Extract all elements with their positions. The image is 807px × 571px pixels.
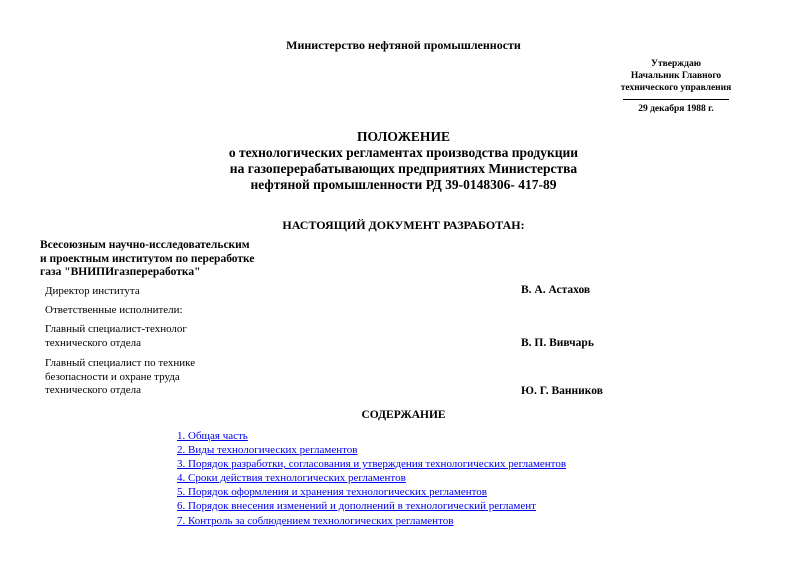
contents-heading: СОДЕРЖАНИЕ bbox=[361, 409, 446, 421]
table-of-contents bbox=[177, 429, 566, 528]
title-line: на газоперерабатывающих предприятиях Министерства bbox=[229, 161, 578, 176]
position-technologist bbox=[45, 323, 187, 350]
position-line: Главный специалист по технике bbox=[45, 357, 196, 369]
technologist-name: В. П. Вивчарь bbox=[521, 337, 594, 349]
approval-line: технического управления bbox=[620, 83, 732, 93]
position-line: безопасности и охране труда bbox=[45, 370, 180, 383]
document-title bbox=[0, 129, 807, 193]
toc-link[interactable]: 1. Общая часть bbox=[177, 430, 248, 442]
title-line: нефтяной промышленности РД 39-0148306- 417-89 bbox=[250, 177, 557, 192]
position-safety bbox=[45, 357, 195, 398]
approval-line: Начальник Главного bbox=[630, 71, 722, 81]
org-line: Всесоюзным научно-исследовательским bbox=[40, 239, 250, 251]
director-name: В. А. Астахов bbox=[521, 284, 591, 296]
signature-line bbox=[623, 99, 729, 100]
approval-date: 29 декабря 1988 г. bbox=[638, 104, 714, 114]
title-line: о технологических регламентах производства продукции bbox=[228, 145, 579, 160]
toc-link[interactable]: 3. Порядок разработки, согласования и утверждения технологических регламентов bbox=[177, 458, 567, 471]
approval-block bbox=[600, 58, 752, 115]
developer-organization bbox=[40, 239, 255, 280]
org-line: и проектным институтом по переработке bbox=[40, 252, 255, 265]
toc-link[interactable]: 6. Порядок внесения изменений и дополнений в технологический регламент bbox=[177, 500, 536, 513]
ministry-name: Министерство нефтяной промышленности bbox=[286, 38, 521, 52]
approval-line: Утверждаю bbox=[651, 59, 701, 69]
safety-name: Ю. Г. Ванников bbox=[521, 385, 603, 397]
developed-heading: НАСТОЯЩИЙ ДОКУМЕНТ РАЗРАБОТАН: bbox=[282, 218, 525, 232]
toc-link[interactable]: 2. Виды технологических регламентов bbox=[177, 444, 358, 457]
org-line: газа "ВНИПИгазпереработка" bbox=[40, 266, 201, 278]
title-line: ПОЛОЖЕНИЕ bbox=[357, 129, 450, 144]
toc-link[interactable]: 5. Порядок оформления и хранения технологических регламентов bbox=[177, 486, 487, 499]
toc-link[interactable]: 7. Контроль за соблюдением технологических регламентов bbox=[177, 514, 454, 527]
toc-link[interactable]: 4. Сроки действия технологических регламентов bbox=[177, 472, 406, 485]
position-line: технического отдела bbox=[45, 336, 142, 349]
position-line: технического отдела bbox=[45, 384, 142, 396]
director-position: Директор института bbox=[45, 285, 140, 297]
responsible-label: Ответственные исполнители: bbox=[45, 304, 183, 316]
position-line: Главный специалист-технолог bbox=[45, 323, 187, 335]
